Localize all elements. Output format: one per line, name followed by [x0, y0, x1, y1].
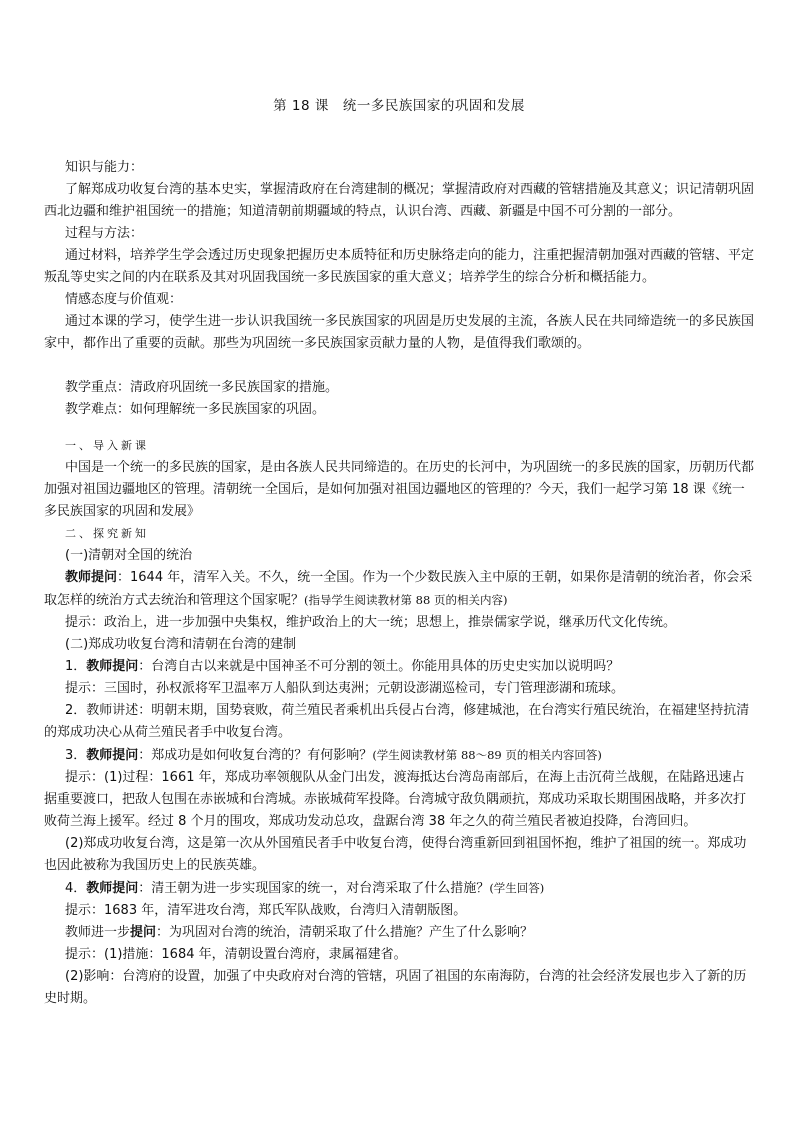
question-1 — [44, 567, 754, 612]
q-prefix: 教师进一步 — [65, 925, 131, 940]
objective-process-text: 通过材料，培养学生学会透过历史现象把握历史本质特征和历史脉络走向的能力，注重把握清朝加强对西藏的管辖、平定叛乱等史实之间的内在联系及其对巩固我国统一多民族国家的重大意义；培养学生的综合分析和概括能力。 — [44, 248, 755, 285]
document-page — [44, 0, 754, 1010]
answer-5a: 提示：(1)措施：1684 年，清朝设置台湾府，隶属福建省。 — [65, 947, 407, 962]
q-note: (指导学生阅读教材第 88 页的相关内容) — [304, 593, 508, 607]
q-prefix: 1． — [65, 659, 87, 674]
q-text: ：郑成功是如何收复台湾的？有何影响？ — [138, 748, 373, 763]
intro-text: 中国是一个统一的多民族的国家，是由各族人民共同缔造的。在历史的长河中，为巩固统一的多民族的国家，历朝历代都加强对祖国边疆地区的管理。清朝统一全国后，是如何加强对祖国边疆地区的管理的？今天，我们一起学习第 18 课《统一多民族国家的巩固和发展》 — [44, 460, 755, 519]
q-label: 教师提问 — [65, 570, 118, 585]
q-text: ：1644 年，清军入关。不久，统一全国。作为一个少数民族入主中原的王朝，如果你是清朝的统治者，你会采取怎样的统治方式去统治和管理这个国家呢？ — [44, 570, 753, 608]
q-note: (学生阅读教材第 88～89 页的相关内容回答) — [372, 748, 602, 762]
question-5 — [44, 922, 754, 944]
lesson-title: 第 18 课 统一多民族国家的巩固和发展 — [273, 98, 525, 114]
answer-3a: 提示：(1)过程：1661 年，郑成功率领舰队从金门出发，渡海抵达台湾岛南部后，在海上击沉荷兰战舰，在陆路迅速占据重要渡口，把敌人包围在赤嵌城和台湾城。赤嵌城荷军投降。台湾城守敌负隅顽抗，郑成功采取长期围困战略，并多次打败荷兰海上援军。经过 8 个月的围攻，郑成功发动总攻，盘踞台湾 38 年之久的荷兰殖民者被迫投降，台湾回归。 — [44, 770, 747, 829]
answer-2: 提示：三国时，孙权派将军卫温率万人船队到达夷洲；元朝设澎湖巡检司，专门管理澎湖和琉球。 — [65, 681, 625, 696]
answer-5b: (2)影响：台湾府的设置，加强了中央政府对台湾的管辖，巩固了祖国的东南海防，台湾的社会经济发展也步入了新的历史时期。 — [44, 969, 747, 1006]
q-label: 提问 — [130, 925, 157, 940]
q-note: (学生回答) — [489, 881, 545, 895]
q-prefix: 3． — [65, 748, 87, 763]
q-label: 教师提问 — [86, 659, 139, 674]
objective-heading-emotion: 情感态度与价值观： — [65, 292, 183, 307]
answer-4: 提示：1683 年，清军进攻台湾，郑氏军队战败，台湾归入清朝版图。 — [65, 903, 467, 918]
teaching-focus: 教学重点：清政府巩固统一多民族国家的措施。 — [65, 380, 339, 395]
q-text: ：台湾自古以来就是中国神圣不可分割的领土。你能用具体的历史史实加以说明吗？ — [138, 659, 620, 674]
subsection-2: (二)郑成功收复台湾和清朝在台湾的建制 — [65, 637, 297, 652]
teacher-narration-2: 2．教师讲述：明朝末期，国势衰败，荷兰殖民者乘机出兵侵占台湾，修建城池，在台湾实行殖民统治，在福建坚持抗清的郑成功决心从荷兰殖民者手中收复台湾。 — [44, 703, 750, 740]
objective-knowledge-text: 了解郑成功收复台湾的基本史实，掌握清政府在台湾建制的概况；掌握清政府对西藏的管辖措施及其意义；识记清朝巩固西北边疆和维护祖国统一的措施；知道清朝前期疆域的特点，认识台湾、西藏、新疆是中国不可分割的一部分。 — [44, 182, 755, 219]
subsection-1: (一)清朝对全国的统治 — [65, 548, 193, 563]
section-heading-explore: 二、探究新知 — [65, 527, 149, 540]
q-label: 教师提问 — [86, 881, 139, 896]
objective-emotion-text: 通过本课的学习，使学生进一步认识我国统一多民族国家的巩固是历史发展的主流，各族人民在共同缔造统一的多民族国家中，都作出了重要的贡献。那些为巩固统一多民族国家贡献力量的人物，是值得我们歌颂的。 — [44, 314, 755, 351]
answer-3b: (2)郑成功收复台湾，这是第一次从外国殖民者手中收复台湾，使得台湾重新回到祖国怀抱，维护了祖国的统一。郑成功也因此被称为我国历史上的民族英雄。 — [44, 836, 747, 873]
question-3 — [44, 744, 754, 767]
question-2 — [44, 656, 754, 678]
q-text: ：清王朝为进一步实现国家的统一，对台湾采取了什么措施？ — [138, 881, 490, 896]
q-text: ：为巩固对台湾的统治，清朝采取了什么措施？产生了什么影响？ — [156, 925, 534, 940]
q-label: 教师提问 — [86, 748, 139, 763]
section-heading-intro: 一、导入新课 — [65, 439, 149, 452]
question-4 — [44, 877, 754, 900]
objective-heading-process: 过程与方法： — [65, 226, 144, 241]
objective-heading-knowledge: 知识与能力： — [65, 160, 144, 175]
answer-1: 提示：政治上，进一步加强中央集权，维护政治上的大一统；思想上，推崇儒家学说，继承历代文化传统。 — [65, 615, 677, 630]
teaching-difficulty: 教学难点：如何理解统一多民族国家的巩固。 — [65, 402, 326, 417]
q-prefix: 4． — [65, 881, 87, 896]
